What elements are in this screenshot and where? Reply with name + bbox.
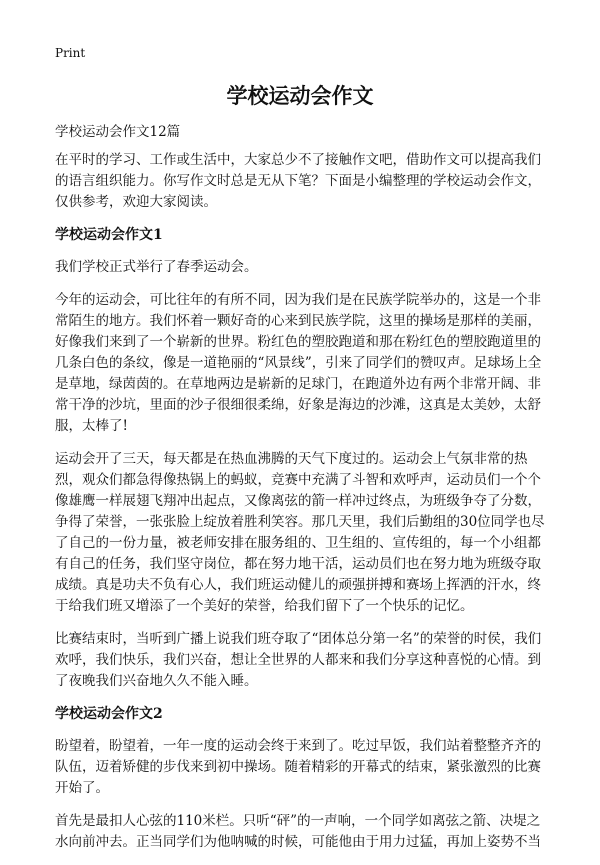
document-subtitle: 学校运动会作文12篇 — [55, 124, 181, 140]
section-heading: 学校运动会作文1 — [55, 227, 163, 243]
paragraph: 我们学校正式举行了春季运动会。 — [55, 259, 258, 275]
section-heading: 学校运动会作文2 — [55, 706, 163, 722]
print-label: Print — [55, 46, 86, 60]
paragraph: 今年的运动会，可比往年的有所不同，因为我们是在民族学院举办的，这是一个非常陌生的地方。我们怀着一颗好奇的心来到民族学院，这里的操场是那样的美丽，好像我们来到了一个崭新的世界。粉红色的塑胶跑道和那在粉红色的塑胶跑道里的几条白色的条纹，像是一道艳丽的“风景线”，引来了同学们的赞叹声。足球场上全是草地，绿茵茵的。在草地两边是崭新的足球门，在跑道外边有两个非常开阔、非常干净的沙坑，里面的沙子很细很柔绵，好象是海边的沙滩，这真是太美妙，太舒服，太棒了! — [55, 292, 542, 434]
page-title: 学校运动会作文 — [226, 83, 374, 108]
document-body — [55, 120, 545, 865]
intro-paragraph: 在平时的学习、工作或生活中，大家总少不了接触作文吧，借助作文可以提高我们的语言组织能力。你写作文时总是无从下笔？下面是小编整理的学校运动会作文，仅供参考，欢迎大家阅读。 — [55, 152, 541, 210]
paragraph: 运动会开了三天，每天都是在热血沸腾的天气下度过的。运动会上气氛非常的热烈，观众们都急得像热锅上的蚂蚁，竞赛中充满了斗智和欢呼声，运动员们一个个像雄鹰一样展翅飞翔冲出起点，又像离弦的箭一样冲过终点，为班级争夺了分数，争得了荣誉，一张张脸上绽放着胜利笑容。那几天里，我们后勤组的30位同学也尽了自己的一份力量，被老师安排在服务组的、卫生组的、宣传组的，每一个小组都有自己的任务，我们坚守岗位，都在努力地干活，运动员们也在努力地为班级夺取成绩。真是功夫不负有心人，我们班运动健儿的顽强拼搏和赛场上挥洒的汗水，终于给我们班又增添了一个美好的荣誉，给我们留下了一个快乐的记忆。 — [55, 451, 545, 614]
paragraph: 首先是最扣人心弦的110米栏。只听“砰”的一声响，一个同学如离弦之箭、决堤之水向前冲去。正当同学们为他呐喊的时候，可能他由于用力过猛，再加上姿势不当 — [55, 813, 541, 850]
paragraph: 盼望着，盼望着，一年一度的运动会终于来到了。吃过早饭，我们站着整整齐齐的队伍，迈着矫健的步伐来到初中操场。随着精彩的开幕式的结束，紧张激烈的比赛开始了。 — [55, 738, 541, 796]
paragraph: 比赛结束时，当听到广播上说我们班夺取了“团体总分第一名”的荣誉的时侯，我们欢呼，我们快乐，我们兴奋，想让全世界的人都来和我们分享这种喜悦的心情。到了夜晚我们兴奋地久久不能入睡。 — [55, 631, 542, 689]
